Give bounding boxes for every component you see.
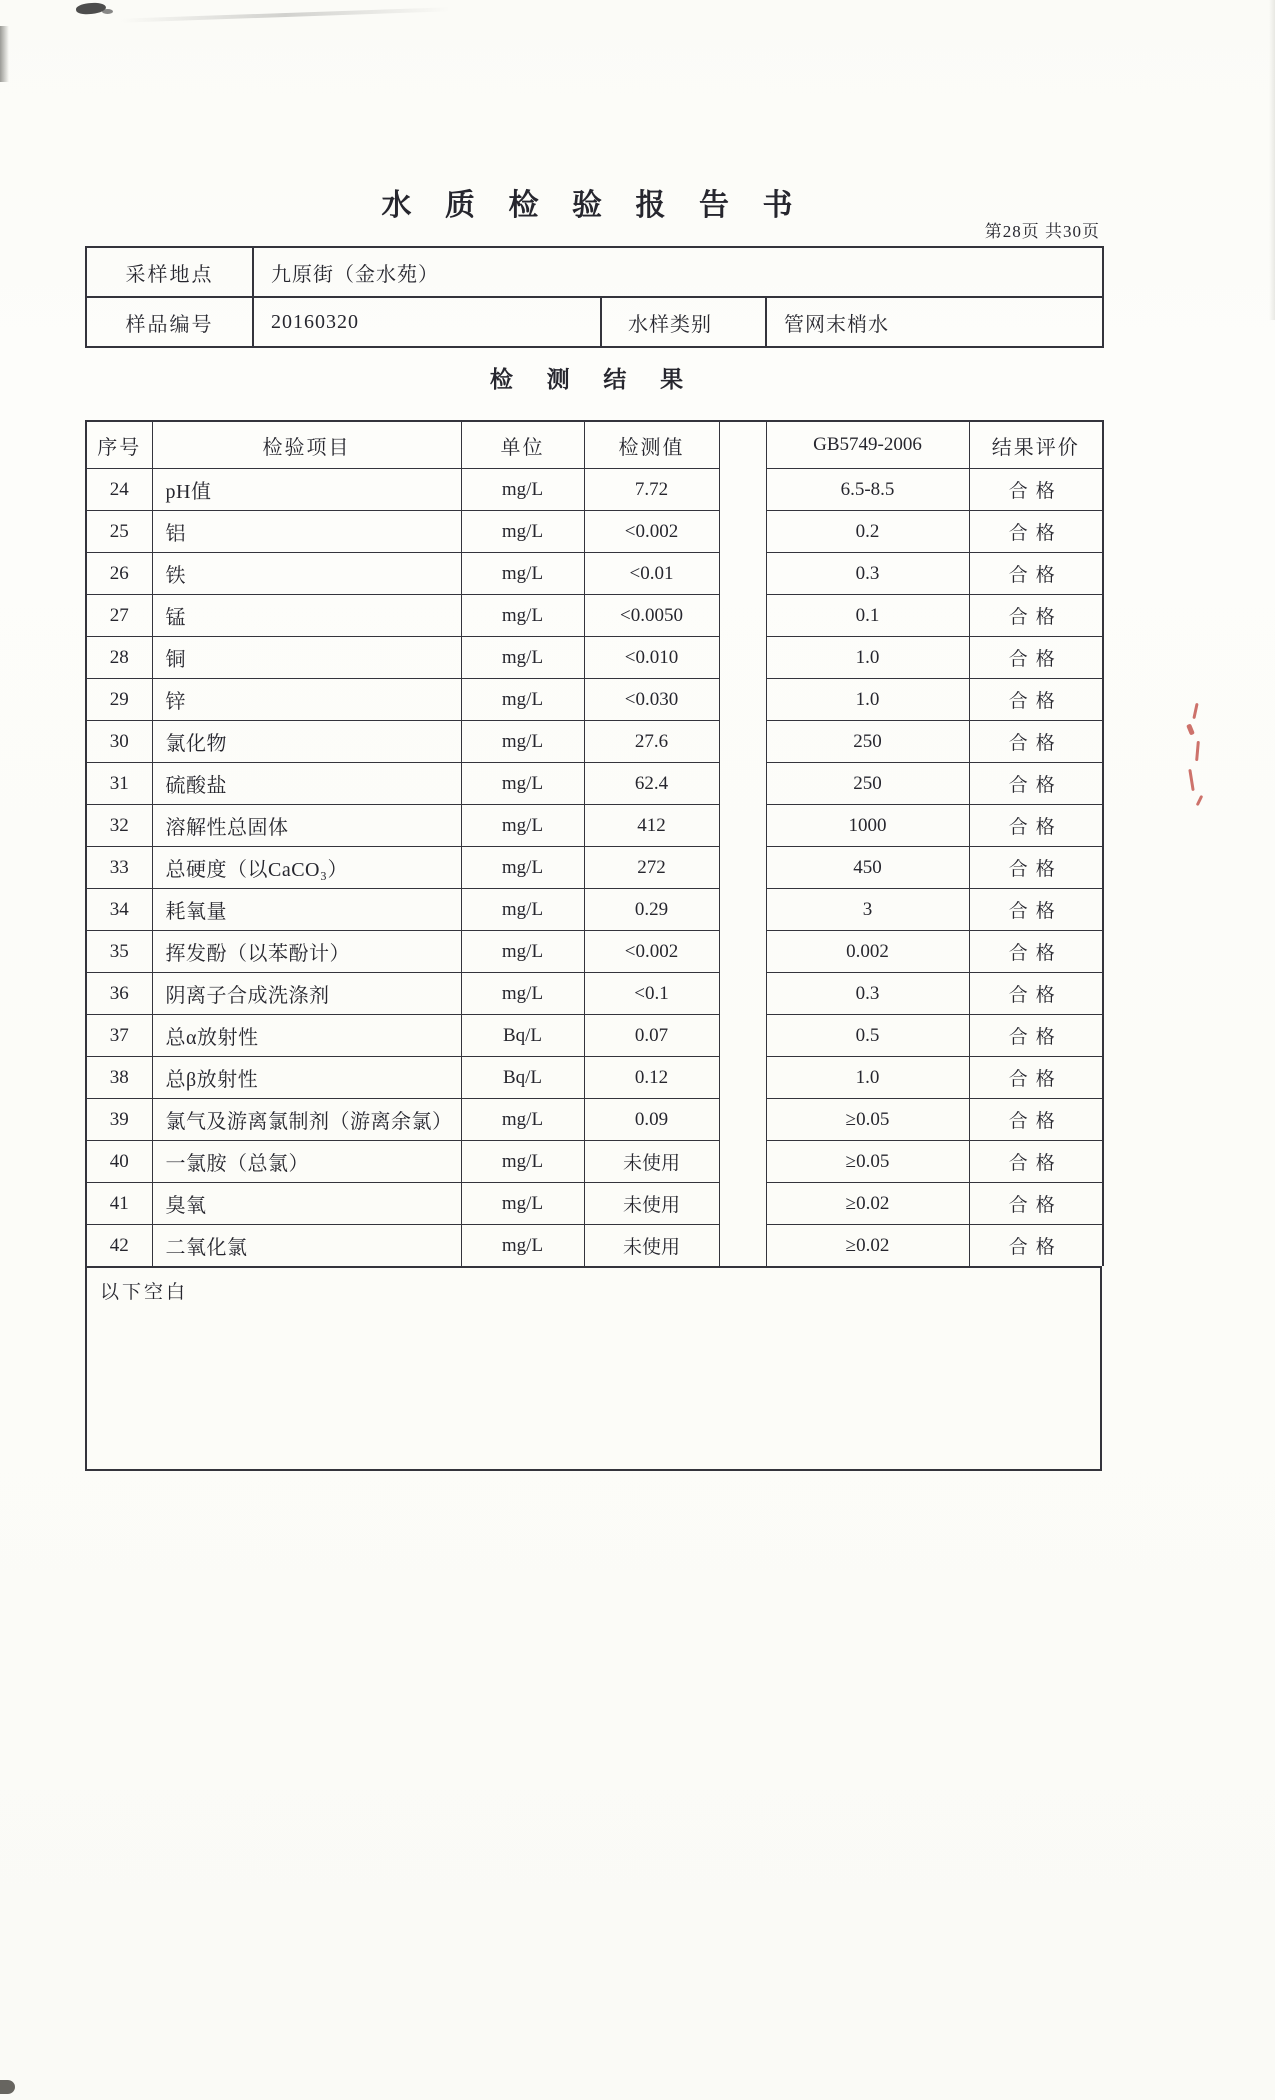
result-row [86, 805, 1103, 847]
cell-value: 未使用 [584, 1225, 719, 1267]
cell-standard: ≥0.05 [766, 1099, 969, 1141]
gap-spacer-cell [719, 805, 766, 847]
cell-item: 一氯胺（总氯） [152, 1141, 461, 1183]
cell-standard: 450 [766, 847, 969, 889]
cell-standard: 3 [766, 889, 969, 931]
cell-evaluation: 合格 [969, 805, 1103, 847]
cell-item: 二氧化氯 [152, 1225, 461, 1267]
result-row [86, 1141, 1103, 1183]
cell-unit: mg/L [461, 1183, 584, 1225]
cell-no: 28 [86, 637, 152, 679]
sample-number-row [86, 297, 1103, 347]
cell-value: 0.29 [584, 889, 719, 931]
document-title: 水 质 检 验 报 告 书 [381, 189, 806, 222]
gap-spacer-cell [719, 1141, 766, 1183]
cell-no: 29 [86, 679, 152, 721]
cell-item: 阴离子合成洗涤剂 [152, 973, 461, 1015]
cell-standard: 1.0 [766, 637, 969, 679]
cell-no: 27 [86, 595, 152, 637]
result-row [86, 1183, 1103, 1225]
gap-spacer-cell [719, 1057, 766, 1099]
gap-spacer-cell [719, 1225, 766, 1267]
cell-no: 40 [86, 1141, 152, 1183]
scan-edge-smudge-icon [0, 26, 9, 82]
gap-spacer-cell [719, 469, 766, 511]
result-row [86, 553, 1103, 595]
cell-unit: mg/L [461, 637, 584, 679]
cell-evaluation: 合格 [969, 637, 1103, 679]
section-title-results: 检 测 结 果 [489, 367, 698, 392]
cell-value: 0.12 [584, 1057, 719, 1099]
cell-value: <0.1 [584, 973, 719, 1015]
cell-no: 38 [86, 1057, 152, 1099]
cell-item: 溶解性总固体 [152, 805, 461, 847]
results-header-row [86, 421, 1103, 469]
cell-value: 7.72 [584, 469, 719, 511]
sample-location-value: 九原街（金水苑） [253, 247, 1103, 297]
result-row [86, 847, 1103, 889]
header-value: 检测值 [584, 421, 719, 469]
blank-remainder-box [85, 1266, 1102, 1471]
cell-evaluation: 合格 [969, 973, 1103, 1015]
cell-unit: mg/L [461, 763, 584, 805]
cell-value: 未使用 [584, 1141, 719, 1183]
cell-standard: 1000 [766, 805, 969, 847]
cell-no: 33 [86, 847, 152, 889]
cell-item: pH值 [152, 469, 461, 511]
result-row [86, 1225, 1103, 1267]
cell-unit: mg/L [461, 973, 584, 1015]
cell-value: 412 [584, 805, 719, 847]
cell-item: 臭氧 [152, 1183, 461, 1225]
cell-no: 25 [86, 511, 152, 553]
gap-spacer-cell [719, 1183, 766, 1225]
blank-note: 以下空白 [100, 1282, 189, 1303]
result-row [86, 1099, 1103, 1141]
sample-info-table [85, 246, 1104, 348]
results-section [85, 420, 1102, 1471]
cell-unit: mg/L [461, 469, 584, 511]
cell-evaluation: 合格 [969, 847, 1103, 889]
cell-unit: mg/L [461, 511, 584, 553]
cell-item: 总α放射性 [152, 1015, 461, 1057]
cell-item: 氯气及游离氯制剂（游离余氯） [152, 1099, 461, 1141]
cell-evaluation: 合格 [969, 1225, 1103, 1267]
cell-evaluation: 合格 [969, 595, 1103, 637]
cell-unit: mg/L [461, 553, 584, 595]
cell-evaluation: 合格 [969, 511, 1103, 553]
cell-unit: mg/L [461, 1141, 584, 1183]
cell-value: <0.0050 [584, 595, 719, 637]
cell-standard: 1.0 [766, 679, 969, 721]
result-row [86, 1057, 1103, 1099]
cell-value: 27.6 [584, 721, 719, 763]
water-type-label: 水样类别 [601, 297, 766, 347]
sample-location-row [86, 247, 1103, 297]
result-row [86, 637, 1103, 679]
result-row [86, 679, 1103, 721]
cell-value: 272 [584, 847, 719, 889]
cell-no: 35 [86, 931, 152, 973]
sample-number-value: 20160320 [253, 297, 601, 347]
cell-item: 锌 [152, 679, 461, 721]
cell-value: <0.01 [584, 553, 719, 595]
cell-value: 0.07 [584, 1015, 719, 1057]
header-standard: GB5749-2006 [766, 421, 969, 469]
cell-standard: ≥0.02 [766, 1225, 969, 1267]
cell-value: 未使用 [584, 1183, 719, 1225]
scan-smudge-icon [0, 2080, 15, 2094]
cell-no: 24 [86, 469, 152, 511]
cell-no: 37 [86, 1015, 152, 1057]
cell-no: 42 [86, 1225, 152, 1267]
gap-spacer-cell [719, 763, 766, 805]
result-row [86, 595, 1103, 637]
cell-no: 39 [86, 1099, 152, 1141]
cell-evaluation: 合格 [969, 1099, 1103, 1141]
gap-spacer-cell [719, 595, 766, 637]
cell-unit: mg/L [461, 1099, 584, 1141]
cell-no: 30 [86, 721, 152, 763]
cell-evaluation: 合格 [969, 1183, 1103, 1225]
cell-item: 铜 [152, 637, 461, 679]
cell-unit: mg/L [461, 889, 584, 931]
cell-evaluation: 合格 [969, 1141, 1103, 1183]
cell-value: 62.4 [584, 763, 719, 805]
cell-unit: Bq/L [461, 1057, 584, 1099]
result-row [86, 511, 1103, 553]
cell-item: 氯化物 [152, 721, 461, 763]
result-row [86, 721, 1103, 763]
cell-unit: mg/L [461, 805, 584, 847]
red-margin-marks-icon [1185, 703, 1209, 813]
cell-standard: 0.2 [766, 511, 969, 553]
gap-spacer-cell [719, 1015, 766, 1057]
gap-spacer-cell [719, 511, 766, 553]
cell-unit: mg/L [461, 679, 584, 721]
cell-value: 0.09 [584, 1099, 719, 1141]
result-row [86, 931, 1103, 973]
cell-value: <0.002 [584, 511, 719, 553]
cell-standard: 250 [766, 763, 969, 805]
gap-spacer-cell [719, 1099, 766, 1141]
cell-item: 硫酸盐 [152, 763, 461, 805]
cell-no: 26 [86, 553, 152, 595]
cell-unit: mg/L [461, 595, 584, 637]
sample-number-label: 样品编号 [86, 297, 253, 347]
cell-evaluation: 合格 [969, 763, 1103, 805]
cell-evaluation: 合格 [969, 553, 1103, 595]
gap-spacer-cell [719, 637, 766, 679]
cell-item: 铝 [152, 511, 461, 553]
cell-no: 31 [86, 763, 152, 805]
cell-standard: 0.3 [766, 553, 969, 595]
scan-smudge-icon [76, 1, 107, 15]
header-gap-spacer [719, 421, 766, 469]
result-row [86, 763, 1103, 805]
result-row [86, 889, 1103, 931]
cell-standard: 250 [766, 721, 969, 763]
gap-spacer-cell [719, 889, 766, 931]
page-number-note: 第28页 共30页 [984, 222, 1100, 241]
cell-item: 总硬度（以CaCO₃） [152, 847, 461, 889]
gap-spacer-cell [719, 721, 766, 763]
cell-no: 36 [86, 973, 152, 1015]
result-row [86, 1015, 1103, 1057]
cell-evaluation: 合格 [969, 889, 1103, 931]
gap-spacer-cell [719, 931, 766, 973]
cell-value: <0.002 [584, 931, 719, 973]
header-unit: 单位 [461, 421, 584, 469]
cell-standard: 0.002 [766, 931, 969, 973]
gap-spacer-cell [719, 973, 766, 1015]
sample-location-label: 采样地点 [86, 247, 253, 297]
cell-value: <0.030 [584, 679, 719, 721]
cell-unit: mg/L [461, 1225, 584, 1267]
result-row [86, 973, 1103, 1015]
results-table-body [86, 469, 1103, 1267]
cell-standard: ≥0.02 [766, 1183, 969, 1225]
cell-no: 34 [86, 889, 152, 931]
cell-no: 41 [86, 1183, 152, 1225]
scan-edge-shadow-icon [1269, 0, 1275, 320]
cell-evaluation: 合格 [969, 1057, 1103, 1099]
header-no: 序号 [86, 421, 152, 469]
result-row [86, 469, 1103, 511]
cell-item: 挥发酚（以苯酚计） [152, 931, 461, 973]
cell-evaluation: 合格 [969, 679, 1103, 721]
cell-unit: mg/L [461, 847, 584, 889]
cell-item: 耗氧量 [152, 889, 461, 931]
cell-unit: Bq/L [461, 1015, 584, 1057]
cell-no: 32 [86, 805, 152, 847]
cell-item: 铁 [152, 553, 461, 595]
results-table [85, 420, 1104, 1266]
cell-standard: 1.0 [766, 1057, 969, 1099]
cell-evaluation: 合格 [969, 469, 1103, 511]
cell-standard: 0.3 [766, 973, 969, 1015]
cell-evaluation: 合格 [969, 1015, 1103, 1057]
cell-evaluation: 合格 [969, 721, 1103, 763]
cell-standard: 0.5 [766, 1015, 969, 1057]
cell-value: <0.010 [584, 637, 719, 679]
gap-spacer-cell [719, 679, 766, 721]
cell-unit: mg/L [461, 721, 584, 763]
cell-evaluation: 合格 [969, 931, 1103, 973]
cell-standard: ≥0.05 [766, 1141, 969, 1183]
gap-spacer-cell [719, 847, 766, 889]
cell-unit: mg/L [461, 931, 584, 973]
scan-smudge-icon [102, 9, 113, 14]
header-item: 检验项目 [152, 421, 461, 469]
header-evaluation: 结果评价 [969, 421, 1103, 469]
cell-standard: 0.1 [766, 595, 969, 637]
cell-item: 锰 [152, 595, 461, 637]
scan-streak-icon [120, 7, 450, 23]
cell-standard: 6.5-8.5 [766, 469, 969, 511]
cell-item: 总β放射性 [152, 1057, 461, 1099]
water-type-value: 管网末梢水 [766, 297, 1103, 347]
gap-spacer-cell [719, 553, 766, 595]
